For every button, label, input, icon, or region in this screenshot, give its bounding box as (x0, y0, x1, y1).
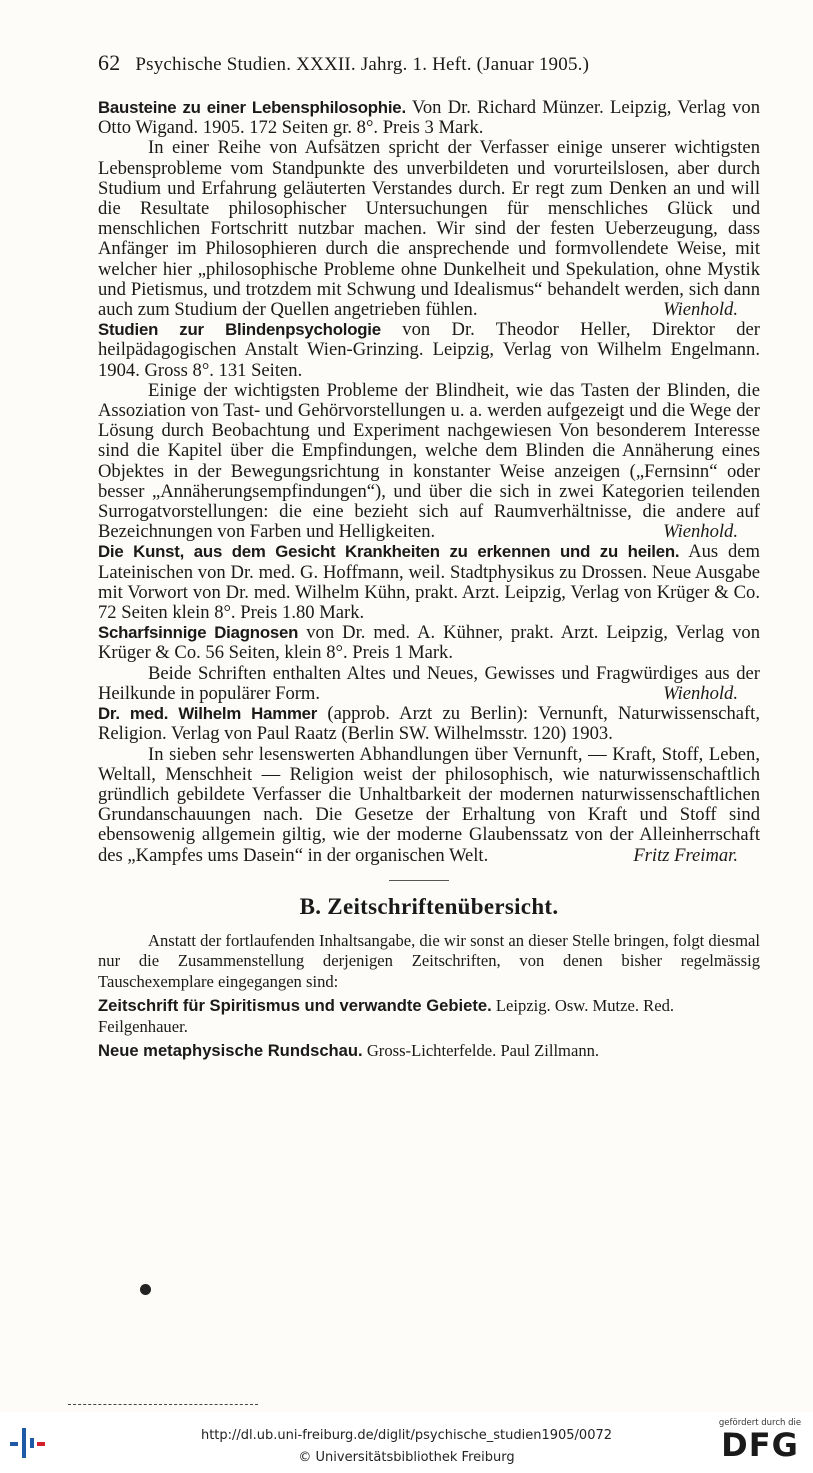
dfg-mark: DFG (721, 1426, 799, 1464)
journal-details: Gross-Lichterfelde. Paul Zillmann. (366, 1040, 600, 1060)
review-entry (98, 623, 760, 663)
journal-entry (98, 996, 760, 1037)
running-header (98, 50, 758, 76)
entry-paragraph: Einige der wichtigsten Probleme der Blindheit, wie das Tasten der Blinden, die Assoziation von Tast- und Gehörvorstellungen u. a. werden aufgezeigt und die Wege der Lösung durch Beobachtung und Experiment nachgewiesen Von besonderem Interesse sind die Kapitel über die Empfindungen, welche dem Blinden die Annäherung eines Objektes in der Bewegungsrichtung in konstanter Weise anzeigen („Fernsinn“ oder besser „Annäherungsempfindungen“), und über die sich in zwei Kategorien teilenden Surrogatvorstellungen: die eine bezieht sich auf Raumverhältnisse, die andere auf Bezeichnungen von Farben und Helligkeiten. Wienhold. (98, 379, 760, 543)
entry-heading: Studien zur Blindenpsychologie (98, 320, 381, 340)
section-divider (389, 880, 449, 881)
review-entry (98, 98, 760, 138)
journal-title: Zeitschrift für Spiritismus und verwandte Gebiete. (98, 996, 492, 1016)
reviewer-signature: Wienhold. (663, 299, 738, 321)
source-url-link[interactable]: http://dl.ub.uni-freiburg.de/diglit/psychische_studien1905/0072 (200, 1428, 613, 1443)
entry-heading: Bausteine zu einer Lebensphilosophie. (98, 98, 406, 117)
entry-paragraph: In einer Reihe von Aufsätzen spricht der Verfasser einige unserer wichtigsten Lebensprobleme vom Standpunkte des unverbildeten und vorurteilslosen, aber durch Studium und Erfahrung geläuterten Verstandes durch. Er regt zum Denken an und will die Resultate philosophischer Untersuchungen für menschliches Glück und menschlichen Fortschritt nutzbar machen. Wir sind der festen Ueberzeugung, dass Anfänger im Philosophieren durch die ansprechende und formvollendete Weise, mit welcher hier „philosophische Probleme ohne Dunkelheit und Spekulation, ohne Mystik und Pietismus, und trotzdem mit Schwung und Idealismus“ behandelt werden, sich dann auch zum Studium der Quellen angetrieben fühlen. Wienhold. (98, 137, 760, 321)
review-entry (98, 320, 760, 381)
entry-citation: (approb. Arzt zu Berlin): Vernunft, Naturwissenschaft, Religion. Verlag von Paul Raatz (Berlin SW. Wilhelmsstr. 120) 1903. (98, 703, 760, 745)
entry-heading: Die Kunst, aus dem Gesicht Krankheiten zu erkennen und zu heilen. (98, 542, 680, 562)
reviewer-signature: Wienhold. (663, 521, 738, 543)
page-number: 62 (98, 50, 121, 75)
ink-dot (140, 1284, 151, 1295)
entry-heading: Dr. med. Wilhelm Hammer (98, 704, 318, 724)
bottom-rule (68, 1404, 258, 1405)
entry-heading: Scharfsinnige Diagnosen (98, 623, 299, 643)
dfg-logo (717, 1418, 803, 1462)
reviewer-signature: Wienhold. (663, 682, 738, 704)
journal-details: Leipzig. Osw. Mutze. Red. Feilgenhauer. (98, 996, 675, 1036)
copyright-notice: © Universitätsbibliothek Freiburg (298, 1450, 515, 1465)
entry-paragraph: In sieben sehr lesenswerten Abhandlungen über Vernunft, — Kraft, Stoff, Leben, Weltall, Menschheit — Religion weist der philosophisch, wie naturwissenschaftlich gründlich gebildete Verfasser die Unhaltbarkeit der modernen naturwissenschaftlichen Grundanschauungen nach. Die Gesetze der Erhaltung von Kraft und Stoff sind ebensowenig allgemein giltig, wie der moderne Glaubenssatz von der Alleinherrschaft des „Kampfes ums Dasein“ in der organischen Welt. Fritz Freimar. (98, 743, 760, 866)
reviewer-signature: Fritz Freimar. (633, 844, 738, 866)
journal-title: Neue metaphysische Rundschau. (98, 1040, 363, 1060)
page-content (98, 98, 760, 1061)
entry-citation: Von Dr. Richard Münzer. Leipzig, Verlag von Otto Wigand. 1905. 172 Seiten gr. 8°. Preis 3 Mark. (98, 97, 760, 139)
running-title: Psychische Studien. XXXII. Jahrg. 1. Heft. (Januar 1905.) (135, 54, 590, 75)
section-title: B. Zeitschriftenübersicht. (299, 893, 559, 919)
dfg-caption: gefördert durch die (718, 1418, 802, 1428)
entry-citation: von Dr. Theodor Heller, Direktor der heilpädagogischen Anstalt Wien-Grinzing. Leipzig, Verlag von Wilhelm Engelmann. 1904. Gross 8°. 131 Seiten. (98, 319, 760, 381)
journal-entry (98, 1041, 760, 1061)
section-intro: Anstatt der fortlaufenden Inhaltsangabe, die wir sonst an dieser Stelle bringen, folgt diesmal nur die Zusammenstellung derjenigen Zeitschriften, von denen bisher regelmässig Tauschexemplare eingegangen sind: (98, 930, 760, 991)
entry-paragraph: Beide Schriften enthalten Altes und Neues, Gewisses und Fragwürdiges aus der Heilkunde in populärer Form. Wienhold. (98, 662, 760, 704)
entry-citation: von Dr. med. A. Kühner, prakt. Arzt. Leipzig, Verlag von Krüger & Co. 56 Seiten, klein 8°. Preis 1 Mark. (98, 622, 760, 664)
review-entry (98, 704, 760, 744)
library-footer (0, 1412, 813, 1473)
review-entry (98, 542, 760, 623)
entry-citation: Aus dem Lateinischen von Dr. med. G. Hoffmann, weil. Stadtphysikus zu Drossen. Neue Ausgabe mit Vorwort von Dr. med. Wilhelm Kühn, prakt. Arzt. Leipzig, Verlag von Krüger & Co. 72 Seiten klein 8°. Preis 1.80 Mark. (98, 541, 760, 624)
